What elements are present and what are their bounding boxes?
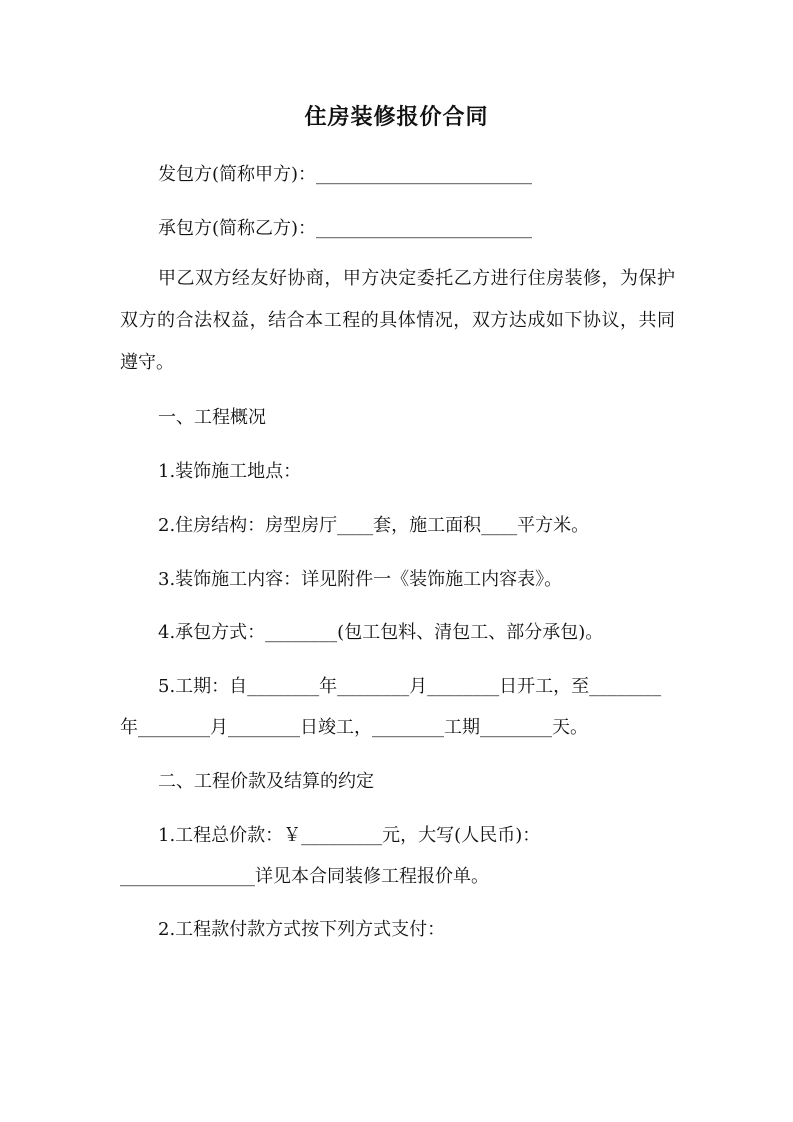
item-5-schedule-line-1: 5.工期：自________年________月________日开工，至________ [158,676,662,697]
intro-paragraph: 甲乙双方经友好协商，甲方决定委托乙方进行住房装修，为保护双方的合法权益，结合本工程的具体情况，双方达成如下协议，共同遵守。 [120,268,675,373]
party-a-line: 发包方(简称甲方)：________________________ [158,164,533,185]
item-5-schedule-line-2: 年________月________日竣工，________工期________天。 [120,717,588,738]
item-1-location: 1.装饰施工地点： [158,461,302,482]
payment-method-line: 2.工程款付款方式按下列方式支付： [158,919,446,940]
section-2-heading: 二、工程价款及结算的约定 [158,771,374,792]
item-4-contract-method: 4.承包方式：________(包工包料、清包工、部分承包)。 [158,622,604,643]
document-title: 住房装修报价合同 [304,104,489,130]
item-2-structure: 2.住房结构：房型房厅____套，施工面积____平方米。 [158,515,590,536]
party-b-line: 承包方(简称乙方)：________________________ [158,218,533,239]
item-3-content: 3.装饰施工内容：详见附件一《装饰施工内容表》。 [158,569,563,590]
section-1-heading: 一、工程概况 [158,407,266,428]
price-line-1: 1.工程总价款：￥_________元，大写(人民币)： [158,825,541,846]
price-line-2: _______________详见本合同装修工程报价单。 [120,866,489,887]
